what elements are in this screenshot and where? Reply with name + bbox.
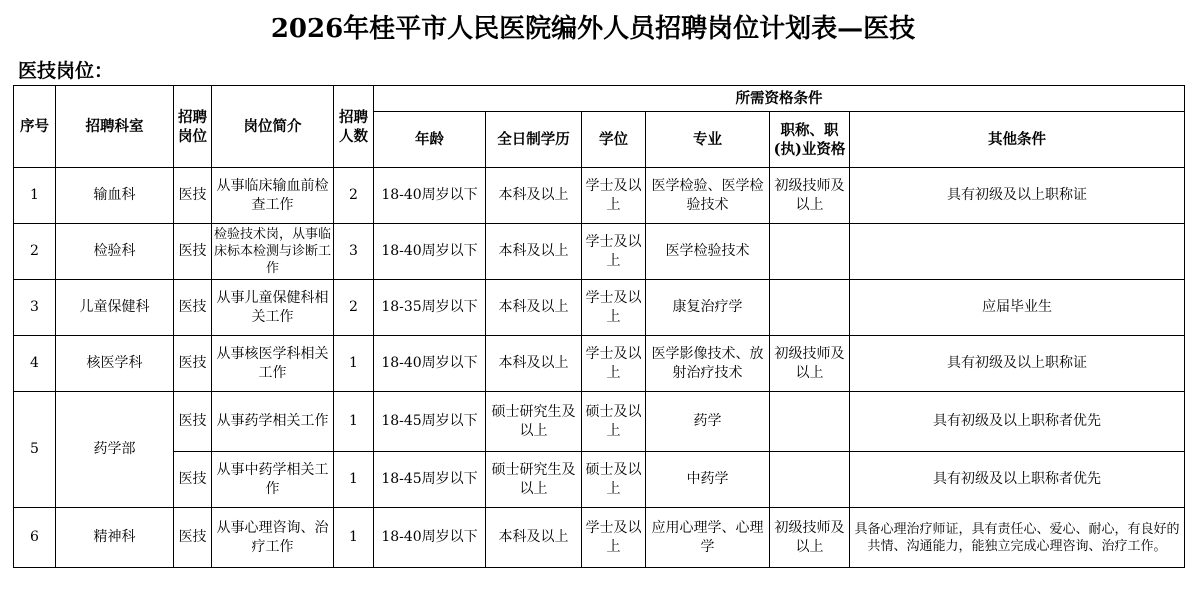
cell-seq: 2 xyxy=(14,224,56,280)
cell-degree: 学士及以上 xyxy=(582,508,646,568)
cell-cert: 初级技师及以上 xyxy=(770,336,850,392)
cell-cert: 初级技师及以上 xyxy=(770,168,850,224)
cell-major: 医学检验、医学检验技术 xyxy=(646,168,770,224)
cell-age: 18-45周岁以下 xyxy=(374,392,486,452)
cell-major: 中药学 xyxy=(646,452,770,508)
cell-other: 具备心理治疗师证，具有责任心、爱心、耐心，有良好的共情、沟通能力，能独立完成心理咨询、治疗工作。 xyxy=(850,508,1185,568)
header-count: 招聘人数 xyxy=(334,86,374,168)
cell-count: 1 xyxy=(334,336,374,392)
cell-post: 医技 xyxy=(174,168,212,224)
cell-other: 具有初级及以上职称者优先 xyxy=(850,452,1185,508)
cell-edu: 本科及以上 xyxy=(486,280,582,336)
cell-count: 1 xyxy=(334,452,374,508)
cell-major: 药学 xyxy=(646,392,770,452)
cell-cert xyxy=(770,392,850,452)
cell-dept: 儿童保健科 xyxy=(56,280,174,336)
cell-count: 2 xyxy=(334,168,374,224)
cell-age: 18-40周岁以下 xyxy=(374,508,486,568)
cell-edu: 本科及以上 xyxy=(486,168,582,224)
cell-desc: 从事中药学相关工作 xyxy=(212,452,334,508)
cell-desc: 从事儿童保健科相关工作 xyxy=(212,280,334,336)
cell-age: 18-40周岁以下 xyxy=(374,336,486,392)
cell-post: 医技 xyxy=(174,224,212,280)
cell-dept: 检验科 xyxy=(56,224,174,280)
cell-seq: 4 xyxy=(14,336,56,392)
cell-major: 康复治疗学 xyxy=(646,280,770,336)
cell-dept: 核医学科 xyxy=(56,336,174,392)
cell-seq: 3 xyxy=(14,280,56,336)
header-seq: 序号 xyxy=(14,86,56,168)
cell-desc: 从事心理咨询、治疗工作 xyxy=(212,508,334,568)
header-other: 其他条件 xyxy=(850,112,1185,168)
cell-cert xyxy=(770,224,850,280)
cell-age: 18-35周岁以下 xyxy=(374,280,486,336)
header-dept: 招聘科室 xyxy=(56,86,174,168)
header-post: 招聘岗位 xyxy=(174,86,212,168)
header-edu: 全日制学历 xyxy=(486,112,582,168)
cell-count: 1 xyxy=(334,508,374,568)
header-major: 专业 xyxy=(646,112,770,168)
cell-degree: 学士及以上 xyxy=(582,336,646,392)
header-desc: 岗位简介 xyxy=(212,86,334,168)
recruitment-table xyxy=(13,85,1185,568)
cell-desc: 从事临床输血前检查工作 xyxy=(212,168,334,224)
table-row xyxy=(14,336,1185,392)
cell-seq: 5 xyxy=(14,392,56,508)
cell-other: 具有初级及以上职称者优先 xyxy=(850,392,1185,452)
table-row xyxy=(14,452,1185,508)
cell-cert: 初级技师及以上 xyxy=(770,508,850,568)
cell-cert xyxy=(770,452,850,508)
header-cert: 职称、职(执)业资格 xyxy=(770,112,850,168)
cell-edu: 硕士研究生及以上 xyxy=(486,392,582,452)
cell-degree: 学士及以上 xyxy=(582,224,646,280)
table-row xyxy=(14,168,1185,224)
cell-desc: 从事药学相关工作 xyxy=(212,392,334,452)
table-row xyxy=(14,224,1185,280)
table-row xyxy=(14,280,1185,336)
cell-major: 医学影像技术、放射治疗技术 xyxy=(646,336,770,392)
cell-dept: 精神科 xyxy=(56,508,174,568)
cell-degree: 硕士及以上 xyxy=(582,392,646,452)
cell-degree: 学士及以上 xyxy=(582,280,646,336)
header-age: 年龄 xyxy=(374,112,486,168)
cell-post: 医技 xyxy=(174,508,212,568)
header-degree: 学位 xyxy=(582,112,646,168)
cell-major: 应用心理学、心理学 xyxy=(646,508,770,568)
cell-post: 医技 xyxy=(174,452,212,508)
cell-seq: 1 xyxy=(14,168,56,224)
cell-age: 18-40周岁以下 xyxy=(374,224,486,280)
cell-seq: 6 xyxy=(14,508,56,568)
cell-degree: 学士及以上 xyxy=(582,168,646,224)
cell-major: 医学检验技术 xyxy=(646,224,770,280)
cell-degree: 硕士及以上 xyxy=(582,452,646,508)
cell-edu: 本科及以上 xyxy=(486,508,582,568)
cell-age: 18-40周岁以下 xyxy=(374,168,486,224)
cell-post: 医技 xyxy=(174,336,212,392)
cell-edu: 本科及以上 xyxy=(486,224,582,280)
cell-edu: 本科及以上 xyxy=(486,336,582,392)
cell-cert xyxy=(770,280,850,336)
cell-desc: 检验技术岗，从事临床标本检测与诊断工作 xyxy=(212,224,334,280)
cell-count: 2 xyxy=(334,280,374,336)
table-row xyxy=(14,392,1185,452)
cell-dept: 药学部 xyxy=(56,392,174,508)
header-qualifications: 所需资格条件 xyxy=(374,86,1185,112)
cell-other xyxy=(850,224,1185,280)
page-title: 2026年桂平市人民医院编外人员招聘岗位计划表—医技 xyxy=(270,14,916,44)
cell-desc: 从事核医学科相关工作 xyxy=(212,336,334,392)
cell-other: 应届毕业生 xyxy=(850,280,1185,336)
table-row xyxy=(14,508,1185,568)
cell-age: 18-45周岁以下 xyxy=(374,452,486,508)
cell-other: 具有初级及以上职称证 xyxy=(850,336,1185,392)
cell-count: 3 xyxy=(334,224,374,280)
cell-post: 医技 xyxy=(174,392,212,452)
section-label: 医技岗位： xyxy=(18,60,114,82)
cell-edu: 硕士研究生及以上 xyxy=(486,452,582,508)
cell-dept: 输血科 xyxy=(56,168,174,224)
cell-other: 具有初级及以上职称证 xyxy=(850,168,1185,224)
cell-post: 医技 xyxy=(174,280,212,336)
cell-count: 1 xyxy=(334,392,374,452)
